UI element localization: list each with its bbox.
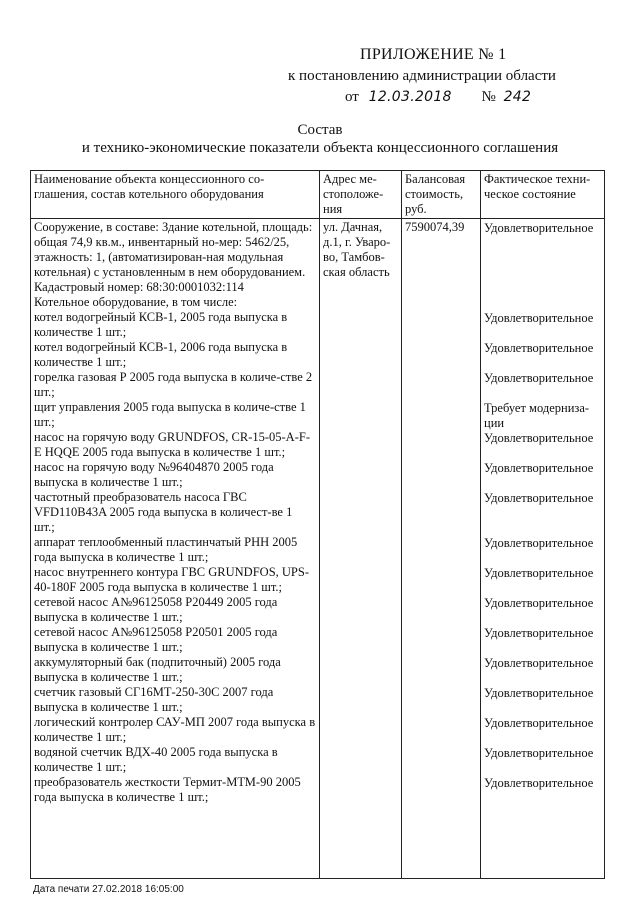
list-item: логический контролер САУ-МП 2007 года выпуска в количестве 1 шт.; [34,715,316,744]
handwritten-number: 242 [503,89,532,105]
condition-item: Удовлетворительное [484,775,594,790]
list-item: насос на горячую воду №96404870 2005 года выпуска в количестве 1 шт.; [34,460,274,489]
column-header-name: Наименование объекта концессионного со-глашения, состав котельного оборудования [31,171,320,219]
condition-item: Удовлетворительное [484,430,594,445]
condition-item: Удовлетворительное [484,370,594,385]
number-prefix: № [481,89,496,105]
condition-item: Удовлетворительное [484,535,594,550]
condition-item: Удовлетворительное [484,310,594,325]
list-item: сетевой насос А№96125058 Р20501 2005 года выпуска в количестве 1 шт.; [34,625,278,654]
appendix-title: ПРИЛОЖЕНИЕ № 1 [360,46,507,63]
list-item: Кадастровый номер: 68:30:0001032:114 [34,280,244,294]
condition-item: Удовлетворительное [484,490,594,505]
condition-item: Удовлетворительное [484,340,594,355]
condition-item: Удовлетворительное [484,715,594,730]
list-item: частотный преобразователь насоса ГВС VFD110B43A 2005 года выпуска в количест-ве 1 шт.; [34,490,293,534]
condition-item: Удовлетворительное [484,460,594,475]
list-item: сетевой насос А№96125058 Р20449 2005 года выпуска в количестве 1 шт.; [34,595,278,624]
condition-item: Удовлетворительное [484,745,594,760]
list-item: щит управления 2005 года выпуска в количе-стве 1 шт.; [34,400,306,429]
condition-item: Удовлетворительное [484,655,594,670]
concession-object-table [30,170,605,879]
condition-item: Удовлетворительное [484,220,594,235]
list-item: котел водогрейный КСВ-1, 2005 года выпуска в количестве 1 шт.; [34,310,288,339]
list-item: котел водогрейный КСВ-1, 2006 года выпуска в количестве 1 шт.; [34,340,288,369]
list-item: Котельное оборудование, в том числе: [34,295,238,309]
list-item: аккумуляторный бак (подпиточный) 2005 года выпуска в количестве 1 шт.; [34,655,281,684]
handwritten-date: 12.03.2018 [368,89,452,105]
appendix-date-row [345,88,531,106]
list-item: насос на горячую воду GRUNDFOS, CR-15-05-A-F-E HQQE 2005 года выпуска в количестве 1 шт.; [34,430,310,459]
print-date: Дата печати 27.02.2018 16:05:00 [33,884,184,895]
list-item: водяной счетчик ВДХ-40 2005 года выпуска в количестве 1 шт.; [34,745,278,774]
column-header-condition: Фактическое техни-ческое состояние [481,171,605,219]
date-prefix: от [345,89,359,105]
list-item: счетчик газовый СГ16МТ-250-30С 2007 года выпуска в количестве 1 шт.; [34,685,274,714]
column-header-address: Адрес ме-стоположе-ния [320,171,402,219]
list-item: Сооружение, в составе: Здание котельной, площадь: общая 74,9 кв.м., инвентарный но-мер: 5462/25, этажность: 1, (автоматизирован-ная модульная котельная) с установленным в нем оборудованием. [34,220,313,279]
list-item: горелка газовая Р 2005 года выпуска в количе-стве 2 шт.; [34,370,313,399]
list-item: преобразователь жесткости Термит-МТМ-90 2005 года выпуска в количестве 1 шт.; [34,775,301,804]
condition-item: Удовлетворительное [484,625,594,640]
condition-item: Удовлетворительное [484,565,594,580]
document-title: Состав [297,122,343,138]
table-row [31,219,605,879]
list-item: аппарат теплообменный пластинчатый PHH 2005 года выпуска в количестве 1 шт.; [34,535,298,564]
column-header-cost: Балансовая стоимость, руб. [402,171,481,219]
table-header-row [31,171,605,219]
appendix-reference: к постановлению администрации области [288,68,556,84]
condition-item: Требует модерниза-ции [484,400,590,430]
cost-cell: 7590074,39 [402,219,481,879]
condition-cell [481,219,605,879]
address-cell: ул. Дачная, д.1, г. Уваро-во, Тамбов-ская область [320,219,402,879]
object-composition-cell [31,219,320,879]
document-subtitle: и технико-экономические показатели объекта концессионного соглашения [81,140,559,156]
condition-item: Удовлетворительное [484,685,594,700]
condition-item: Удовлетворительное [484,595,594,610]
list-item: насос внутреннего контура ГВС GRUNDFOS, UPS-40-180F 2005 года выпуска в количестве 1 шт.; [34,565,309,594]
